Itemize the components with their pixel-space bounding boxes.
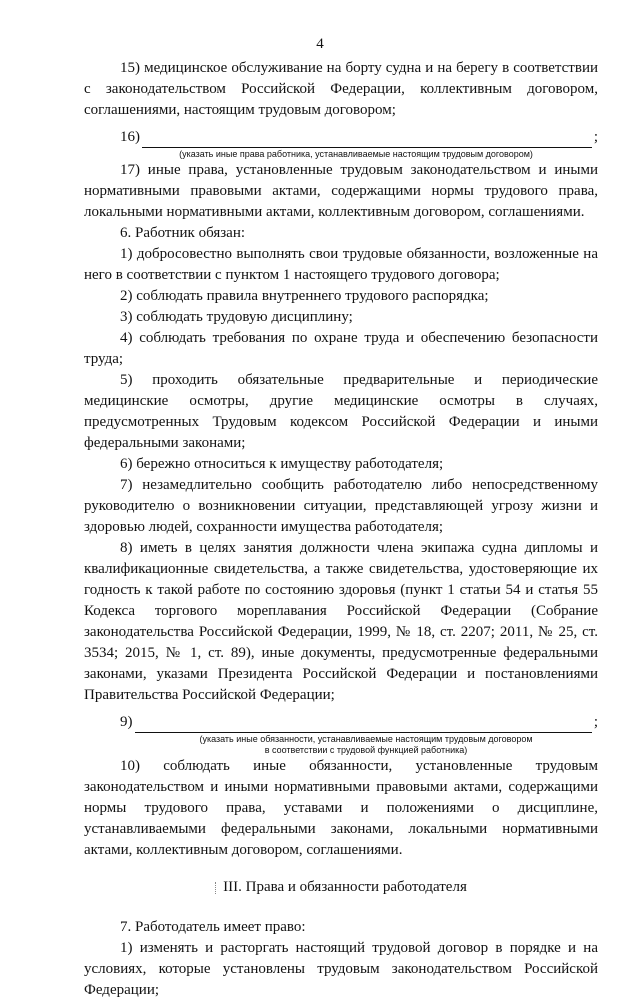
section-heading-text: III. Права и обязанности работодателя xyxy=(223,879,467,895)
duty-7: 7) незамедлительно сообщить работодателю либо непосредственному руководителю о возникновении ситуации, представляющей угрозу жизни и здоровью людей, сохранности имущества работодателя; xyxy=(84,477,598,535)
duty-8: 8) иметь в целях занятия должности члена экипажа судна дипломы и квалификационные свидетельства, а также свидетельства, удостоверяющие их годность к такой работе по состоянию здоровья (пункт 1 статьи 54 и статья 55 Кодекса торгового мореплавания Российской Федерации (Собрание законодательства Российской Федерации, 1999, № 18, ст. 2207; 2011, № 25, ст. 3534; 2015, № 1, ст. 89), иные документы, предусмотренные федеральными законами, указами Президента Российской Федерации и постановлениями Правительства Российской Федерации; xyxy=(84,540,598,703)
blank-underline xyxy=(142,132,592,148)
margin-marker xyxy=(215,882,217,894)
duty-6: 6) бережно относиться к имуществу работодателя; xyxy=(120,456,444,472)
clause-17: 17) иные права, установленные трудовым законодательством и иными нормативными правовыми актами, содержащими нормы трудового права, локальными нормативными актами, коллективным договором, соглашениями. xyxy=(84,162,598,220)
blank-number: 16) xyxy=(120,129,140,145)
fill-hint-line: (указать иные обязанности, устанавливаемые настоящим трудовым договором xyxy=(199,734,533,744)
duty-2: 2) соблюдать правила внутреннего трудового распорядка; xyxy=(120,288,489,304)
blank-end: ; xyxy=(593,714,598,730)
fill-hint: (указать иные права работника, устанавливаемые настоящим трудовым договором) xyxy=(179,149,533,159)
blank-underline xyxy=(135,717,592,733)
duty-3: 3) соблюдать трудовую дисциплину; xyxy=(120,309,353,325)
duty-5: 5) проходить обязательные предварительные и периодические медицинские осмотры, другие медицинские осмотры в случаях, предусмотренных Трудовым кодексом Российской Федерации и иными федеральными законами; xyxy=(84,372,598,451)
document-body xyxy=(84,58,598,1001)
fill-line-16 xyxy=(84,127,598,148)
duty-10: 10) соблюдать иные обязанности, установленные трудовым законодательством и иными нормативными правовыми актами, содержащими нормы трудового права, уставами и положениями о дисциплине, устанавливаемыми федеральными законами, локальными нормативными актами, коллективным договором, соглашениями. xyxy=(84,758,598,858)
clause-15: 15) медицинское обслуживание на борту судна и на берегу в соответствии с законодательством Российской Федерации, коллективным договором, соглашениями, настоящим трудовым договором; xyxy=(84,60,598,118)
fill-line-9 xyxy=(84,712,598,733)
fill-hint xyxy=(144,734,588,756)
section-heading xyxy=(84,877,598,898)
duty-1: 1) добросовестно выполнять свои трудовые обязанности, возложенные на него в соответствии с пунктом 1 настоящего трудового договора; xyxy=(84,246,598,283)
section-7-title: 7. Работодатель имеет право: xyxy=(120,919,306,935)
employer-right-1: 1) изменять и расторгать настоящий трудовой договор в порядке и на условиях, которые установлены трудовым законодательством Российской Федерации; xyxy=(84,940,598,998)
section-6-title: 6. Работник обязан: xyxy=(120,225,246,241)
blank-number: 9) xyxy=(120,714,133,730)
blank-end: ; xyxy=(593,129,598,145)
fill-hint-line: в соответствии с трудовой функцией работника) xyxy=(264,745,468,755)
duty-4: 4) соблюдать требования по охране труда и обеспечению безопасности труда; xyxy=(84,330,598,367)
page-number: 4 xyxy=(316,36,324,52)
